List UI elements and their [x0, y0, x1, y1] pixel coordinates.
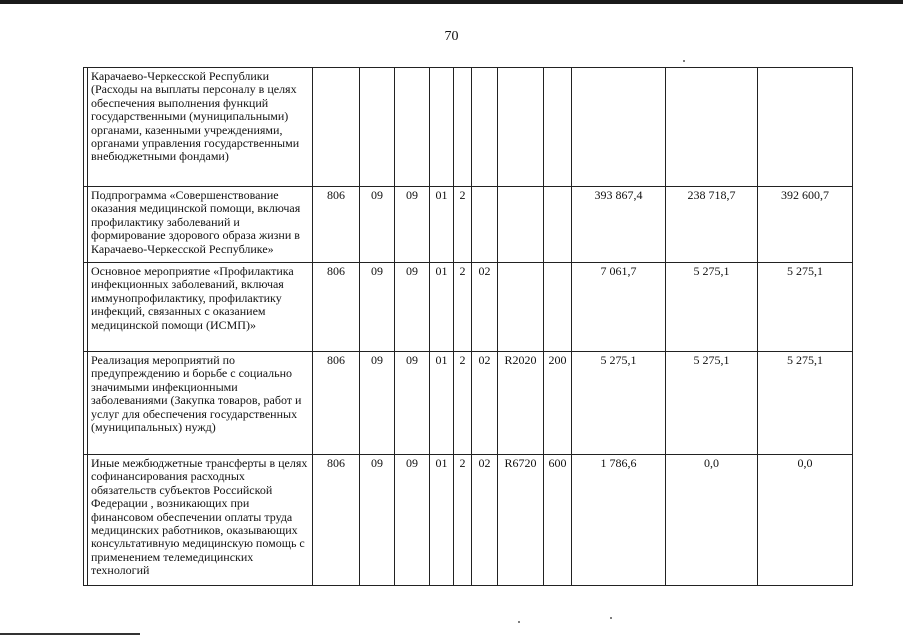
amount-year-3: 392 600,7	[758, 187, 853, 263]
table-row	[84, 68, 853, 187]
activity-code	[472, 68, 498, 187]
amount-year-2: 5 275,1	[666, 263, 758, 352]
expense-type-code	[544, 187, 572, 263]
direction-code: R6720	[498, 455, 544, 586]
direction-code: R2020	[498, 352, 544, 455]
ministry-code	[313, 68, 360, 187]
scan-speck	[518, 621, 520, 623]
section-code: 09	[360, 352, 395, 455]
ministry-code: 806	[313, 263, 360, 352]
row-name: Подпрограмма «Совершенствование оказания медицинской помощи, включая профилактику заболеваний и формирование здорового образа жизни в Карачаево-Черкесской Республике»	[88, 187, 313, 263]
table-row	[84, 455, 853, 586]
amount-year-1: 1 786,6	[572, 455, 666, 586]
activity-code: 02	[472, 263, 498, 352]
subsection-code: 09	[395, 455, 430, 586]
expense-type-code	[544, 263, 572, 352]
program-code: 01	[430, 352, 454, 455]
activity-code: 02	[472, 455, 498, 586]
direction-code	[498, 263, 544, 352]
amount-year-2: 238 718,7	[666, 187, 758, 263]
amount-year-2: 0,0	[666, 455, 758, 586]
table-row	[84, 187, 853, 263]
expense-type-code: 600	[544, 455, 572, 586]
direction-code	[498, 187, 544, 263]
program-code: 01	[430, 187, 454, 263]
amount-year-3: 5 275,1	[758, 263, 853, 352]
subsection-code	[395, 68, 430, 187]
section-code: 09	[360, 455, 395, 586]
subsection-code: 09	[395, 263, 430, 352]
amount-year-3	[758, 68, 853, 187]
budget-table	[83, 67, 853, 586]
program-code	[430, 68, 454, 187]
subsection-code: 09	[395, 352, 430, 455]
amount-year-3: 0,0	[758, 455, 853, 586]
section-code: 09	[360, 263, 395, 352]
amount-year-2	[666, 68, 758, 187]
row-name: Реализация мероприятий по предупреждению и борьбе с социально значимыми инфекционными заболеваниями (Закупка товаров, работ и услуг для обеспечения государственных (муниципальных) нужд)	[88, 352, 313, 455]
amount-year-1: 5 275,1	[572, 352, 666, 455]
activity-code	[472, 187, 498, 263]
section-code: 09	[360, 187, 395, 263]
amount-year-1	[572, 68, 666, 187]
subprogram-code: 2	[454, 352, 472, 455]
activity-code: 02	[472, 352, 498, 455]
program-code: 01	[430, 455, 454, 586]
table-row	[84, 263, 853, 352]
section-code	[360, 68, 395, 187]
scan-speck	[610, 617, 612, 619]
subprogram-code	[454, 68, 472, 187]
bottom-edge-line	[0, 633, 140, 635]
row-name: Основное мероприятие «Профилактика инфекционных заболеваний, включая иммунопрофилактику, профилактику инфекций, связанных с оказанием медицинской помощи (ИСМП)»	[88, 263, 313, 352]
subsection-code: 09	[395, 187, 430, 263]
amount-year-1: 393 867,4	[572, 187, 666, 263]
amount-year-1: 7 061,7	[572, 263, 666, 352]
top-edge-bar	[0, 0, 903, 4]
amount-year-2: 5 275,1	[666, 352, 758, 455]
ministry-code: 806	[313, 352, 360, 455]
row-name: Иные межбюджетные трансферты в целях софинансирования расходных обязательств субъектов Российской Федерации , возникающих при финансовом обеспечении оплаты труда медицинских работников, оказывающих консультативную медицинскую помощь с применением телемедицинских технологий	[88, 455, 313, 586]
row-name: Карачаево-Черкесской Республики (Расходы на выплаты персоналу в целях обеспечения выполнения функций государственными (муниципальными) органами, казенными учреждениями, органами управления государственными внебюджетными фондами)	[88, 68, 313, 187]
expense-type-code	[544, 68, 572, 187]
ministry-code: 806	[313, 187, 360, 263]
subprogram-code: 2	[454, 455, 472, 586]
ministry-code: 806	[313, 455, 360, 586]
table-row	[84, 352, 853, 455]
direction-code	[498, 68, 544, 187]
subprogram-code: 2	[454, 187, 472, 263]
program-code: 01	[430, 263, 454, 352]
amount-year-3: 5 275,1	[758, 352, 853, 455]
scan-speck	[683, 60, 685, 62]
subprogram-code: 2	[454, 263, 472, 352]
page-number: 70	[444, 29, 459, 44]
expense-type-code: 200	[544, 352, 572, 455]
